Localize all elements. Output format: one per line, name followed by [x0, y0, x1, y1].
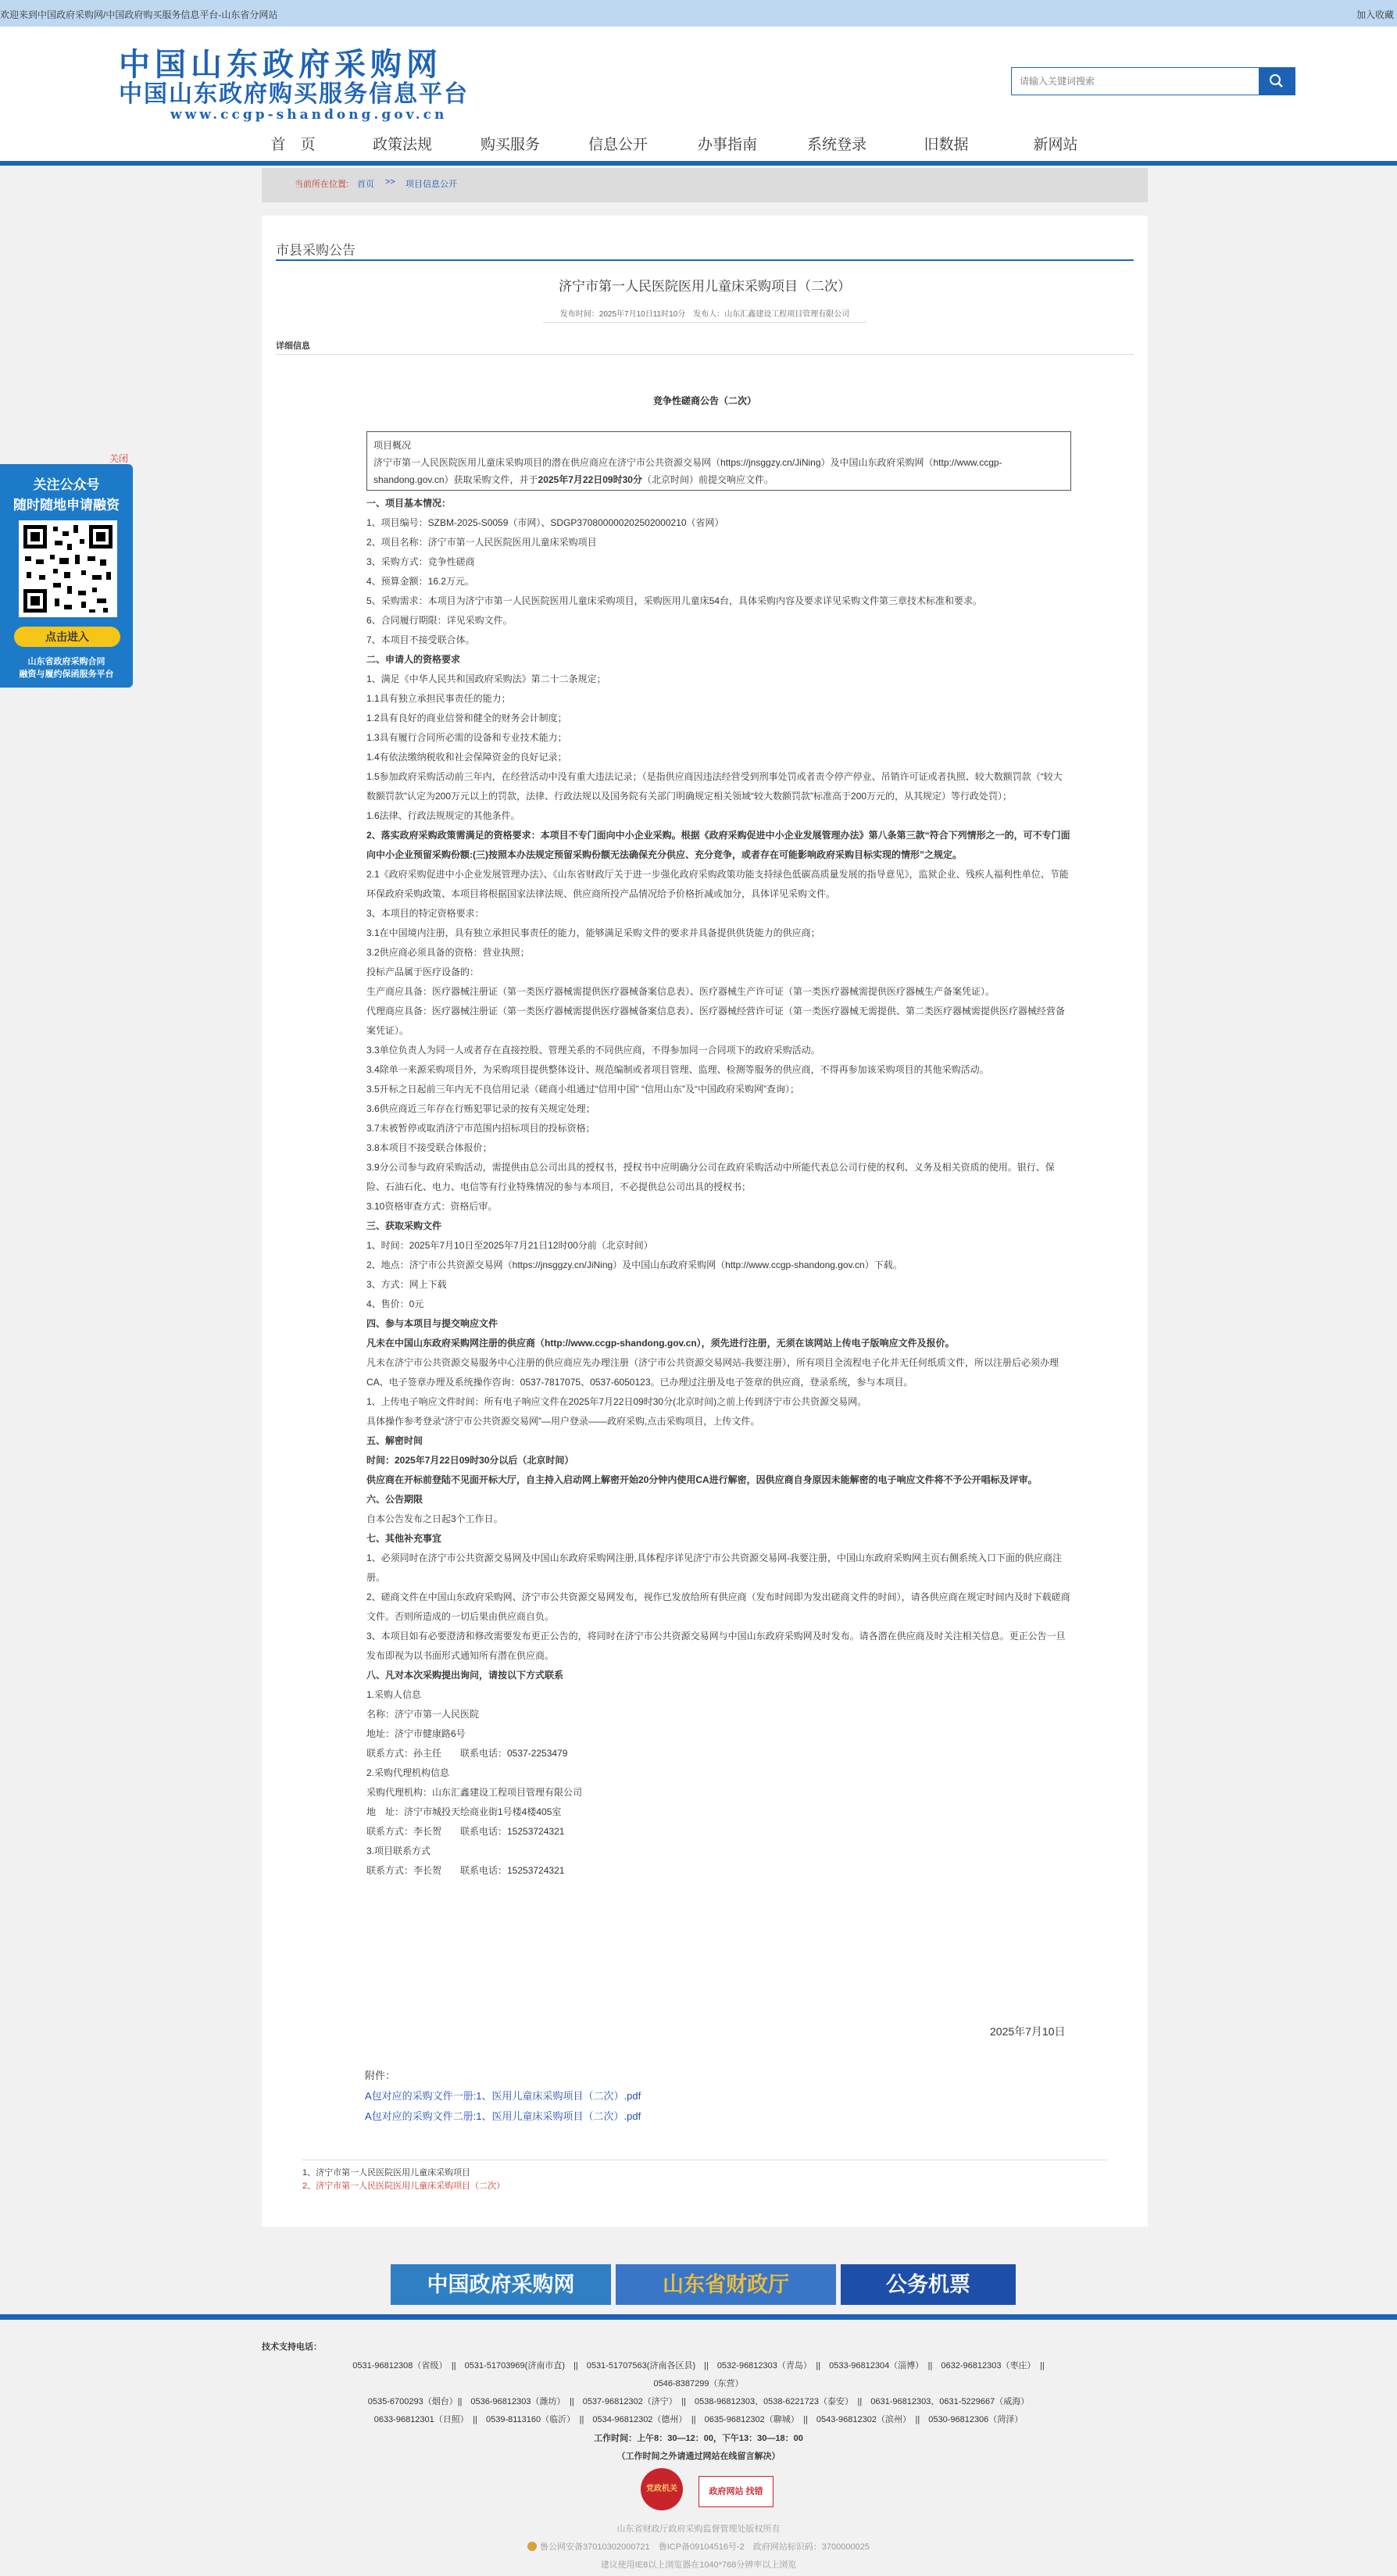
notice-heading: 二、申请人的资格要求 [366, 654, 461, 665]
notice-paragraph: 4、预算金额：16.2万元。 [366, 576, 475, 587]
search-box [1011, 67, 1295, 95]
notice-heading: 七、其他补充事宜 [366, 1533, 442, 1544]
logo-title: 中国山东政府采购网 [119, 46, 442, 83]
notice-paragraph: 3.1在中国境内注册，具有独立承担民事责任的能力，能够满足采购文件的要求并具备提供供货能力的供应商； [366, 927, 820, 938]
notice-date: 2025年7月10日 [990, 2025, 1066, 2038]
work-hours: 工作时间：上午8：30—12：00，下午13：30—18：00 [594, 2434, 803, 2443]
notice-paragraph: 1、满足《中华人民共和国政府采购法》第二十二条规定； [366, 673, 606, 684]
related-notices [302, 2160, 1107, 2193]
breadcrumb [262, 168, 1148, 202]
notice-paragraph: 名称：济宁市第一人民医院 [366, 1709, 480, 1720]
attachment-link[interactable]: A包对应的采购文件二册:1、医用儿童床采购项目（二次）.pdf [365, 2110, 641, 2122]
site-footer [0, 2320, 1397, 2576]
notice-paragraph: 3.2供应商必须具备的资格：营业执照； [366, 947, 530, 958]
breadcrumb-home-link[interactable]: 首页 [357, 180, 374, 189]
support-label: 技术支持电话： [262, 2342, 322, 2352]
notice-paragraph: 2、地点：济宁市公共资源交易网（https://jnsggzy.cn/JiNing）及中国山东政府采购网（http://www.ccgp-shandong.gov.cn）下载。 [366, 1259, 902, 1270]
copyright: 山东省财政厅政府采购监督管理处版权所有 [616, 2524, 781, 2534]
breadcrumb-current-link[interactable]: 项目信息公开 [406, 180, 457, 189]
section-title: 市县采购公告 [276, 236, 1134, 261]
notice-heading: 供应商在开标前登陆不见面开标大厅，自主持入启动网上解密开始20分钟内使用CA进行解密，因供应商自身原因未能解密的电子响应文件将不予公开唱标及评审。 [366, 1474, 1038, 1485]
notice-heading: 时间：2025年7月22日09时30分以后（北京时间） [366, 1455, 574, 1466]
notice-paragraph: 3、本项目如有必要澄清和修改需要发布更正公告的，将同时在济宁市公共资源交易网与中国山东政府采购网及时发布。请各潜在供应商及时关注相关信息。更正公告一旦发布即视为以书面形式通知所有潜在供应商。 [366, 1631, 1066, 1661]
ccgp-banner[interactable]: 中国政府采购网 [391, 2264, 611, 2305]
detail-divider [276, 354, 1134, 355]
notice-paragraph: 1.3具有履行合同所必需的设备和专业技术能力； [366, 732, 567, 743]
nav-item[interactable]: 系统登录 [806, 137, 866, 153]
notice-paragraph: 3.4除单一来源采购项目外，为采购项目提供整体设计、规范编制或者项目管理、监理、检测等服务的供应商，不得再参加该采购项目的其他采购活动。 [366, 1064, 989, 1075]
support-phones: 0535-6700293（烟台）|| 0536-96812303（潍坊） || 0537-96812302（济宁） || 0538-96812303、0538-6221723（泰安） || 0631-96812303、0631-5229667（威海） [367, 2397, 1030, 2406]
notice-paragraph: 联系方式：孙主任 联系电话：0537-2253479 [366, 1748, 568, 1759]
footer-divider [0, 2314, 1397, 2320]
notice-paragraph: 1、必须同时在济宁市公共资源交易网及中国山东政府采购网注册,具体程序详见济宁市公共资源交易网-我要注册，中国山东政府采购网主页右侧系统入口下面的供应商注册。 [366, 1552, 1063, 1583]
notice-paragraph: 2.采购代理机构信息 [366, 1767, 450, 1778]
nav-item[interactable]: 购买服务 [480, 137, 540, 153]
notice-paragraph: 6、合同履行期限：详见采购文件。 [366, 615, 513, 626]
notice-paragraph: 2、项目名称：济宁市第一人民医院医用儿童床采购项目 [366, 537, 597, 548]
float-line2: 随时随地申请融资 [13, 498, 120, 513]
nav-item[interactable]: 办事指南 [697, 137, 757, 153]
notice-paragraph: 自本公告发布之日起3个工作日。 [366, 1513, 503, 1524]
notice-paragraph: 地 址：济宁市城投天绘商业街1号楼4楼405室 [366, 1806, 562, 1817]
search-icon [1259, 68, 1295, 95]
related-link[interactable]: 1、济宁市第一人民医院医用儿童床采购项目 [302, 2168, 471, 2178]
notice-paragraph: 7、本项目不接受联合体。 [366, 634, 475, 645]
search-button[interactable] [1259, 68, 1295, 95]
notice-heading: 2、落实政府采购政策需满足的资格要求：本项目不专门面向中小企业采购。根据《政府采购促进中小企业发展管理办法》第八条第三款“符合下列情形之一的，可不专门面向中小企业预留采购份额:(三)按照本办法规定预留采购份额无法确保充分供应、充分竞争，或者存在可能影响政府采购目标实现的情形”之规定。 [366, 830, 1070, 860]
notice-paragraph: 投标产品属于医疗设备的： [366, 966, 480, 977]
float-enter-button[interactable]: 点击进入 [14, 627, 120, 647]
notice-heading: 一、项目基本情况： [366, 498, 452, 509]
notice-heading: 六、公告期限 [366, 1494, 423, 1505]
top-bar [0, 0, 1397, 27]
notice-heading: 四、参与本项目与提交响应文件 [366, 1318, 498, 1329]
main-nav [0, 125, 1397, 164]
notice-paragraph: 3.7未被暂停或取消济宁市范围内招标项目的投标资格； [366, 1123, 595, 1134]
nav-item[interactable]: 新网站 [1033, 137, 1078, 153]
notice-paragraph: 具体操作参考登录“济宁市公共资源交易网”—用户登录——政府采购,点击采购项目，上传文件。 [366, 1416, 760, 1427]
notice-paragraph: 代理商应具备：医疗器械注册证（第一类医疗器械需提供医疗器械备案信息表）、医疗器械经营许可证（第一类医疗器械无需提供、第二类医疗器械需提供医疗器械经营备案凭证）。 [366, 1006, 1066, 1036]
overview-deadline: 2025年7月22日09时30分 [538, 474, 642, 485]
error-report-badge[interactable]: 政府网站 找错 [698, 2476, 774, 2507]
notice-heading: 三、获取采购文件 [366, 1220, 442, 1231]
float-close-button[interactable]: 关闭 [109, 453, 129, 464]
attachment-link[interactable]: A包对应的采购文件一册:1、医用儿童床采购项目（二次）.pdf [365, 2090, 641, 2102]
notice-paragraph: 3.5开标之日起前三年内无不良信用记录（磋商小组通过“信用中国” “信用山东”及“中国政府采购网”查询）； [366, 1084, 799, 1095]
icp-text: 鲁公网安备37010302000721 鲁ICP备09104516号-2 政府网站标识码：3700000025 [540, 2542, 870, 2552]
notice-paragraph: 生产商应具备：医疗器械注册证（第一类医疗器械需提供医疗器械备案信息表）、医疗器械生产许可证（第一类医疗器械需提供医疗器械生产备案凭证）。 [366, 986, 995, 997]
notice-paragraph: 3、本项目的特定资格要求： [366, 908, 484, 919]
nav-item[interactable]: 首 页 [270, 137, 316, 153]
logo-subtitle: 中国山东政府购买服务信息平台 [119, 80, 469, 108]
qr-code-icon [19, 520, 117, 617]
notice-paragraph: 联系方式：李长贺 联系电话：15253724321 [366, 1826, 565, 1837]
notice-paragraph: 4、售价：0元 [366, 1299, 424, 1309]
float-line1: 关注公众号 [33, 477, 100, 492]
breadcrumb-label: 当前所在位置: [295, 180, 349, 189]
notice-panel [262, 216, 1148, 2227]
notice-paragraph: 1.1具有独立承担民事责任的能力； [366, 693, 511, 704]
notice-paragraph: 3、采购方式：竞争性磋商 [366, 556, 475, 567]
notice-paragraph: 2、磋商文件在中国山东政府采购网、济宁市公共资源交易网发布，视作已发放给所有供应商（发布时间即为发出磋商文件的时间），请各供应商在规定时间内及时下载磋商文件。否则所造成的一切后果由供应商自负。 [366, 1592, 1070, 1622]
logo-url: www.ccgp-shandong.gov.cn [170, 107, 448, 123]
project-overview-box [366, 431, 1071, 491]
nav-item[interactable]: 旧数据 [924, 137, 969, 153]
notice-paragraph: 2.1《政府采购促进中小企业发展管理办法》、《山东省财政厅关于进一步强化政府采购政策功能支持绿色低碳高质量发展的指导意见》，监狱企业、残疾人福利性单位、节能环保政府采购政策、本项目将根据国家法律法规、供应商所投产品情况给予价格折减或加分，具体详见采购文件。 [366, 869, 1069, 899]
attachments-label: 附件： [365, 2070, 396, 2081]
notice-paragraph: 1、项目编号：SZBM-2025-S0059（市网）、SDGP370800000202502000210（省网） [366, 517, 724, 528]
overview-label: 项目概况 [373, 440, 412, 451]
support-phones: 0546-8387299（东营） [653, 2379, 744, 2388]
nav-item[interactable]: 政策法规 [372, 137, 432, 153]
notice-paragraph: 地址：济宁市健康路6号 [366, 1728, 466, 1739]
notice-paragraph: 3、方式：网上下载 [366, 1279, 447, 1290]
float-line3: 山东省政府采购合同 [27, 657, 105, 666]
detail-label: 详细信息 [276, 341, 310, 351]
nav-item[interactable]: 信息公开 [588, 137, 648, 153]
shandong-finance-banner[interactable]: 山东省财政厅 [616, 2264, 836, 2305]
financing-float-ad[interactable] [0, 464, 133, 688]
party-gov-badge[interactable]: 党政机关 [641, 2468, 683, 2510]
notice-paragraph: 3.9分公司参与政府采购活动，需提供由总公司出具的授权书，授权书中应明确分公司在政府采购活动中所能代表总公司行使的权利、义务及相关资质的使用。银行、保险、石油石化、电力、电信等有行业特殊情况的参与本项目，不必提供总公司出具的授权书； [366, 1162, 1055, 1192]
notice-paragraph: 1、上传电子响应文件时间：所有电子响应文件在2025年7月22日09时30分(北京时间)之前上传到济宁市公共资源交易网。 [366, 1396, 867, 1407]
official-ticket-banner[interactable]: 公务机票 [841, 2264, 1016, 2305]
notice-meta: 发布时间：2025年7月10日11时10分 发布人：山东汇鑫建设工程项目管理有限公司 [543, 304, 866, 323]
notice-paragraph: 3.8本项目不接受联合体报价； [366, 1142, 492, 1153]
notice-paragraph: 1.6法律、行政法规规定的其他条件。 [366, 810, 520, 821]
related-link-current[interactable]: 2、济宁市第一人民医院医用儿童床采购项目（二次） [302, 2181, 506, 2191]
nav-divider [0, 161, 1397, 166]
notice-paragraph: 3.项目联系方式 [366, 1845, 431, 1856]
site-logo[interactable] [119, 48, 494, 122]
icp-info [0, 2540, 1397, 2553]
work-hours-note: （工作时间之外请通过网站在线留言解决） [616, 2452, 781, 2461]
breadcrumb-separator: >> [385, 177, 395, 187]
attachments [365, 2066, 641, 2127]
notice-paragraph: 1.2具有良好的商业信誉和健全的财务会计制度； [366, 713, 567, 723]
police-icon [527, 2542, 537, 2551]
float-line4: 融资与履约保函服务平台 [19, 670, 114, 679]
notice-paragraph: 5、采购需求：本项目为济宁市第一人民医院医用儿童床采购项目，采购医用儿童床54台，具体采购内容及要求详见采购文件第三章技术标准和要求。 [366, 595, 983, 606]
notice-paragraph: 凡未在济宁市公共资源交易服务中心注册的供应商应先办理注册（济宁市公共资源交易网站-我要注册），所有项目全流程电子化并无任何纸质文件，所以注册后必须办理CA、电子签章办理及系统操作咨询：0537-7817075、0537-6050123。已办理过注册及电子签章的供应商，登录系统，参与本项目。 [366, 1357, 1059, 1388]
notice-heading: 凡未在中国山东政府采购网注册的供应商（http://www.ccgp-shandong.gov.cn），须先进行注册，无须在该网站上传电子版响应文件及报价。 [366, 1338, 955, 1349]
notice-paragraph: 1.采购人信息 [366, 1689, 422, 1700]
notice-paragraph: 联系方式：李长贺 联系电话：15253724321 [366, 1865, 565, 1876]
browser-note: 建议使用IE8以上浏览器在1040*768分辨率以上浏览 [600, 2560, 797, 2570]
notice-paragraph: 1.4有依法缴纳税收和社会保障资金的良好记录； [366, 752, 567, 763]
add-favorite-link[interactable]: 加入收藏 [1356, 9, 1394, 20]
notice-paragraph: 3.6供应商近三年存在行贿犯罪记录的按有关规定处理； [366, 1103, 595, 1114]
welcome-text: 欢迎来到中国政府采购网/中国政府购买服务信息平台-山东省分网站 [0, 9, 278, 20]
notice-title: 济宁市第一人民医院医用儿童床采购项目（二次） [559, 279, 851, 294]
overview-text [373, 454, 1064, 488]
notice-paragraph: 3.3单位负责人为同一人或者存在直接控股、管理关系的不同供应商，不得参加同一合同项下的政府采购活动。 [366, 1045, 820, 1056]
notice-paragraph: 1、时间：2025年7月10日至2025年7月21日12时00分前（北京时间） [366, 1240, 653, 1251]
overview-body: 济宁市第一人民医院医用儿童床采购项目的潜在供应商应在济宁市公共资源交易网（https://jnsggzy.cn/JiNing）及中国山东政府采购网（http://www.ccgp-shandong.gov.cn）获取采购文件，并于 [373, 457, 1002, 485]
notice-paragraph: 采购代理机构：山东汇鑫建设工程项目管理有限公司 [366, 1787, 583, 1798]
document-title: 竞争性磋商公告（二次） [652, 395, 756, 406]
support-phones: 0633-96812301（日照） || 0539-8113160（临沂） || 0534-96812302（德州） || 0635-96812302（聊城） || 0543-96812302（滨州） || 0530-96812306（菏泽） [373, 2415, 1024, 2424]
notice-paragraph: 3.10资格审查方式：资格后审。 [366, 1201, 498, 1212]
notice-heading: 五、解密时间 [366, 1435, 423, 1446]
notice-paragraph: 1.5参加政府采购活动前三年内，在经营活动中没有重大违法记录；（是指供应商因违法经营受到刑事处罚或者责令停产停业、吊销许可证或者执照、较大数额罚款（“较大数额罚款”认定为200万元以上的罚款，法律、行政法规以及国务院有关部门明确规定相关领域“较大数额罚款”标准高于200万元的，从其规定）等行政处罚）； [366, 771, 1063, 802]
search-input[interactable] [1012, 68, 1259, 95]
support-phones: 0531-96812308（省级） || 0531-51703969(济南市直) || 0531-51707563(济南各区县) || 0532-96812303（青岛） || 0533-96812304（淄博） || 0632-96812303（枣庄） || [352, 2361, 1045, 2371]
overview-tail: （北京时间）前提交响应文件。 [641, 474, 774, 485]
notice-heading: 八、凡对本次采购提出询问，请按以下方式联系 [366, 1670, 564, 1681]
notice-body [366, 494, 1071, 1881]
